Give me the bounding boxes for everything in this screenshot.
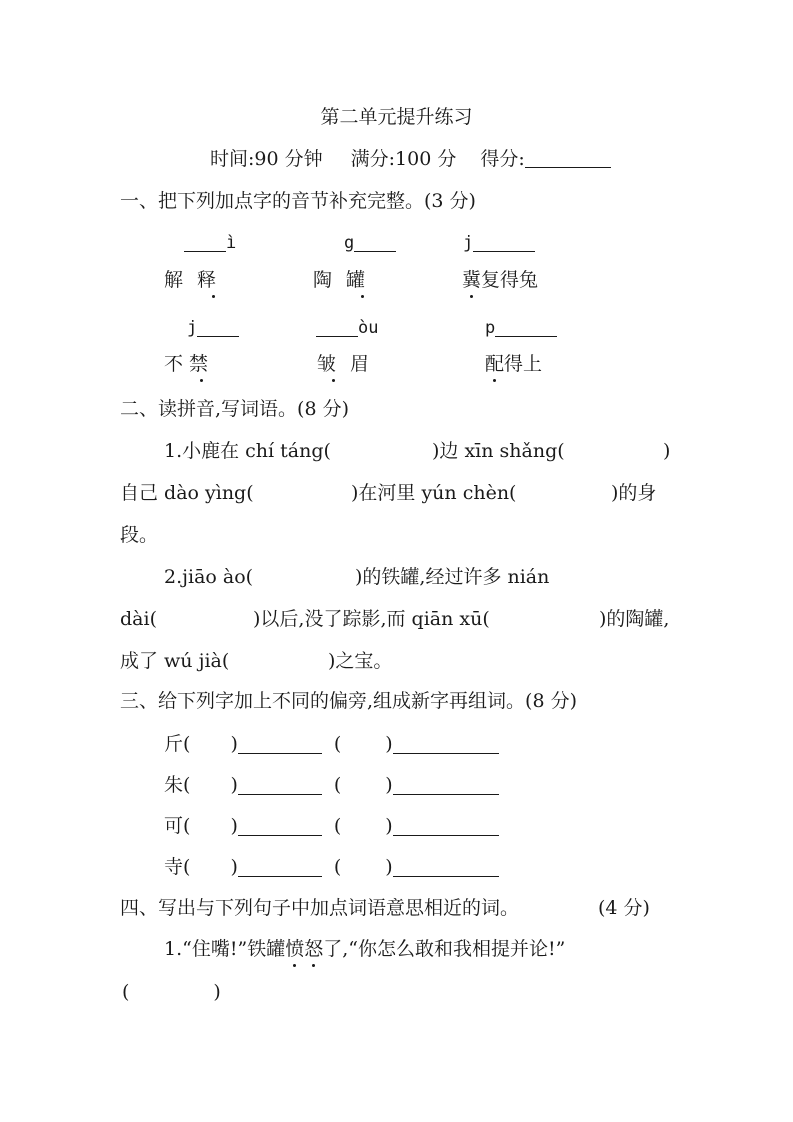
word-peideshang: 配得上	[485, 353, 543, 375]
word-jifudetu: 冀复得兔	[462, 269, 539, 291]
word-taoguan: 陶罐	[313, 269, 380, 291]
section-3-heading: 三、给下列字加上不同的偏旁,组成新字再组词。(8 分)	[120, 690, 577, 712]
s2-line-3: 段。	[120, 524, 159, 546]
s2-line-2: 自己 dào yìng(	[120, 482, 254, 504]
s2-line-2c: )的身	[611, 482, 657, 504]
section-1-heading: 一、把下列加点字的音节补充完整。(3 分)	[120, 190, 476, 212]
s3-row-3: 可( ) ( )	[164, 817, 499, 836]
s2-line-1c: )	[663, 440, 671, 462]
s2-line-4b: )的铁罐,经过许多 nián	[355, 566, 550, 588]
s2-line-6: 成了 wú jià(	[120, 650, 230, 672]
pinyin-blank-4[interactable]: j	[187, 318, 239, 337]
pinyin-blank-5[interactable]: òu	[316, 318, 378, 337]
s3-row-2: 朱( ) ( )	[164, 776, 499, 795]
s2-line-6b: )之宝。	[328, 650, 393, 672]
s2-line-5b: )以后,没了踪影,而 qiān xū(	[253, 608, 490, 630]
pinyin-blank-1[interactable]: ì	[184, 233, 236, 252]
s2-line-5c: )的陶罐,	[599, 608, 670, 630]
score-blank[interactable]	[525, 167, 611, 168]
word-bujin: 不禁	[164, 353, 215, 375]
section-4-points: (4 分)	[598, 897, 650, 919]
pinyin-blank-6[interactable]: p	[485, 318, 557, 337]
time-label: 时间:90 分钟	[210, 148, 323, 170]
section-2-heading: 二、读拼音,写词语。(8 分)	[120, 398, 349, 420]
s2-line-1b: )边 xīn shǎng(	[432, 440, 565, 462]
section-4-heading: 四、写出与下列句子中加点词语意思相近的词。	[120, 897, 520, 919]
page-title: 第二单元提升练习	[320, 106, 473, 128]
s3-row-4: 寺( ) ( )	[164, 858, 499, 877]
s4-answer-1[interactable]: ( )	[122, 981, 221, 1003]
exam-info	[210, 150, 611, 169]
word-jieshi: 解释	[164, 269, 231, 291]
s2-line-4: 2.jiāo ào(	[164, 566, 254, 588]
s4-question-1: 1.“住嘴!”铁罐愤怒了,“你怎么敢和我相提并论!”	[164, 938, 566, 960]
pinyin-blank-3[interactable]: j	[463, 233, 535, 252]
s2-line-2b: )在河里 yún chèn(	[351, 482, 517, 504]
word-zhoumei: 皱眉	[317, 353, 384, 375]
full-score-label: 满分:100 分	[350, 148, 457, 170]
s2-line-5: dài(	[120, 608, 157, 630]
pinyin-blank-2[interactable]: g	[344, 233, 396, 252]
s3-row-1: 斤( ) ( )	[164, 735, 499, 754]
score-label: 得分:	[480, 148, 525, 170]
s2-line-1: 1.小鹿在 chí táng(	[164, 440, 331, 462]
